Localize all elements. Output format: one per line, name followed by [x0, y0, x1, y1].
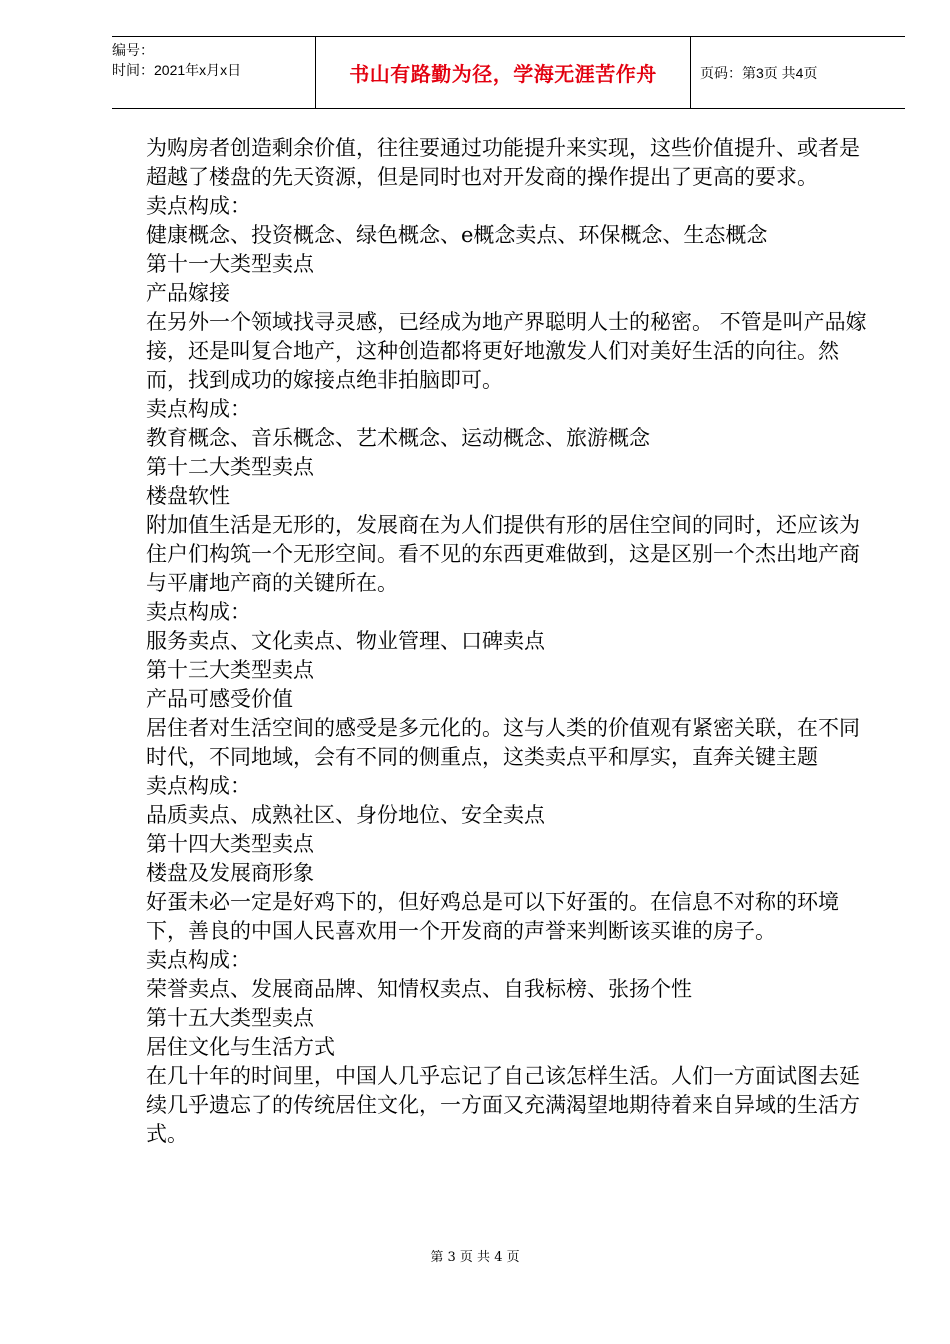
section-heading: 第十一大类型卖点: [146, 252, 314, 276]
document-time-label: 时间：2021年x月x日: [112, 62, 242, 78]
paragraph: 品质卖点、成熟社区、身份地位、安全卖点: [146, 803, 545, 827]
header-meta: [112, 37, 315, 108]
section-subheading: 产品嫁接: [146, 281, 230, 305]
header-page-label: 页码：第3页 共4页: [700, 64, 818, 81]
paragraph: 卖点构成：: [146, 194, 251, 218]
paragraph: 卖点构成：: [146, 397, 251, 421]
document-body: [146, 134, 876, 1149]
section-heading: 第十五大类型卖点: [146, 1006, 314, 1030]
paragraph: 好蛋未必一定是好鸡下的，但好鸡总是可以下好蛋的。在信息不对称的环境下，善良的中国人民喜欢用一个开发商的声誉来判断该买谁的房子。: [146, 890, 839, 943]
section-subheading: 楼盘软性: [146, 484, 230, 508]
section-heading: 第十三大类型卖点: [146, 658, 314, 682]
paragraph: 附加值生活是无形的，发展商在为人们提供有形的居住空间的同时，还应该为住户们构筑一个无形空间。看不见的东西更难做到，这是区别一个杰出地产商与平庸地产商的关键所在。: [146, 513, 860, 595]
section-heading: 第十四大类型卖点: [146, 832, 314, 856]
paragraph: 为购房者创造剩余价值，往往要通过功能提升来实现，这些价值提升、或者是超越了楼盘的先天资源，但是同时也对开发商的操作提出了更高的要求。: [146, 136, 860, 189]
paragraph: 荣誉卖点、发展商品牌、知情权卖点、自我标榜、张扬个性: [146, 977, 692, 1001]
paragraph: 教育概念、音乐概念、艺术概念、运动概念、旅游概念: [146, 426, 650, 450]
paragraph: 居住者对生活空间的感受是多元化的。这与人类的价值观有紧密关联，在不同时代，不同地域，会有不同的侧重点，这类卖点平和厚实，直奔关键主题: [146, 716, 860, 769]
section-subheading: 产品可感受价值: [146, 687, 293, 711]
paragraph: 在另外一个领域找寻灵感，已经成为地产界聪明人士的秘密。 不管是叫产品嫁接，还是叫复合地产，这种创造都将更好地激发人们对美好生活的向往。然而，找到成功的嫁接点绝非拍脑即可。: [146, 310, 867, 392]
section-subheading: 居住文化与生活方式: [146, 1035, 335, 1059]
header-motto: 书山有路勤为径，学海无涯苦作舟: [315, 37, 691, 108]
paragraph: 健康概念、投资概念、绿色概念、e概念卖点、环保概念、生态概念: [146, 223, 768, 247]
paragraph: 卖点构成：: [146, 948, 251, 972]
paragraph: 卖点构成：: [146, 774, 251, 798]
section-heading: 第十二大类型卖点: [146, 455, 314, 479]
paragraph: 在几十年的时间里，中国人几乎忘记了自己该怎样生活。人们一方面试图去延续几乎遗忘了的传统居住文化，一方面又充满渴望地期待着来自异域的生活方式。: [146, 1064, 860, 1146]
section-subheading: 楼盘及发展商形象: [146, 861, 314, 885]
paragraph: 服务卖点、文化卖点、物业管理、口碑卖点: [146, 629, 545, 653]
paragraph: 卖点构成：: [146, 600, 251, 624]
document-header: [112, 36, 905, 109]
page-footer: 第 3 页 共 4 页: [430, 1250, 520, 1265]
document-number-label: 编号：: [112, 42, 154, 58]
